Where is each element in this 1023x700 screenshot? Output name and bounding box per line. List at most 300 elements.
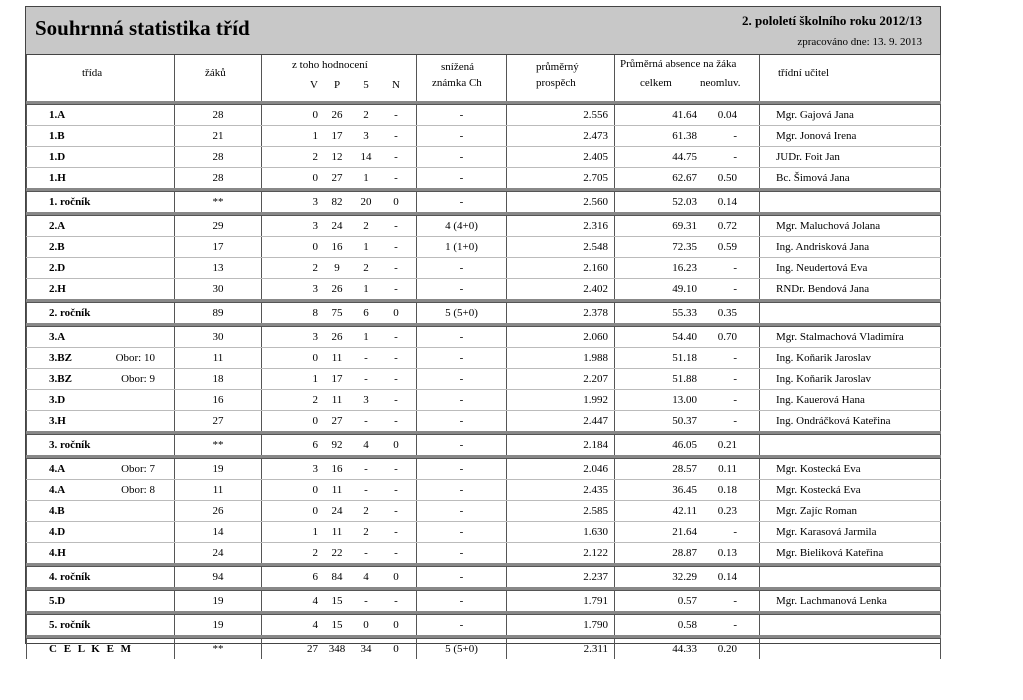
cell-class — [27, 480, 175, 501]
absence-total-value: 49.10 — [672, 283, 697, 295]
cell-teacher — [760, 327, 941, 348]
header-teacher-label: třídní učitel — [778, 67, 830, 79]
table-row — [27, 126, 941, 147]
grade-values — [262, 262, 416, 274]
cell-avg — [507, 279, 615, 301]
grade-v-value: 3 — [312, 463, 318, 475]
reduced-value: - — [459, 526, 464, 538]
cell-absence — [615, 237, 760, 258]
cell-class — [27, 258, 175, 279]
cell-absence — [615, 411, 760, 433]
grade-p-value: 17 — [331, 373, 343, 385]
cell-students — [175, 543, 262, 565]
grade-5-value: 1 — [363, 331, 369, 343]
grade-5-value: 1 — [363, 241, 369, 253]
cell-teacher — [760, 348, 941, 369]
students-value: ** — [212, 439, 224, 451]
grade-p-value: 24 — [331, 220, 343, 232]
cell-grades — [262, 216, 417, 237]
class-name: 4. ročník — [49, 571, 91, 583]
teacher-name: Ing. Koňarik Jaroslav — [776, 373, 872, 385]
teacher-name: Mgr. Karasová Jarmila — [776, 526, 877, 538]
reduced-value: - — [459, 331, 464, 343]
cell-absence — [615, 192, 760, 214]
grade-v-value: 3 — [312, 196, 318, 208]
grade-values — [262, 352, 416, 364]
class-name: 1.B — [49, 130, 65, 142]
header-reduced-1: snížená — [441, 61, 474, 73]
grade-v-value: 0 — [312, 484, 318, 496]
grade-values — [262, 484, 416, 496]
grade-values — [262, 307, 416, 319]
cell-teacher — [760, 258, 941, 279]
absence-unexcused-value: - — [733, 394, 737, 406]
class-name: 3.A — [49, 331, 66, 343]
students-value: 89 — [212, 307, 224, 319]
cell-grades — [262, 279, 417, 301]
grade-values — [262, 241, 416, 253]
cell-absence — [615, 168, 760, 190]
absence-total-value: 72.35 — [672, 241, 697, 253]
cell-students — [175, 216, 262, 237]
cell-students — [175, 327, 262, 348]
table-row — [27, 501, 941, 522]
students-value: 19 — [212, 595, 224, 607]
reduced-value: - — [459, 595, 464, 607]
reduced-value: - — [459, 415, 464, 427]
students-value: 19 — [212, 619, 224, 631]
cell-teacher — [760, 411, 941, 433]
cell-absence — [615, 522, 760, 543]
absence-total-value: 62.67 — [672, 172, 697, 184]
reduced-value: 5 (5+0) — [445, 643, 478, 655]
avg-value: 1.988 — [583, 352, 608, 364]
header-students — [175, 55, 262, 103]
grade-5-value: 1 — [363, 172, 369, 184]
absence-unexcused-value: - — [733, 130, 737, 142]
grade-values — [262, 595, 416, 607]
processed-date: zpracováno dne: 13. 9. 2013 — [797, 36, 922, 48]
cell-grades — [262, 543, 417, 565]
cell-avg — [507, 567, 615, 589]
cell-class — [27, 522, 175, 543]
cell-avg — [507, 105, 615, 126]
avg-value: 2.160 — [583, 262, 608, 274]
table-row — [27, 348, 941, 369]
teacher-name: Ing. Ondráčková Kateřina — [776, 415, 891, 427]
cell-class — [27, 105, 175, 126]
grade-values — [262, 130, 416, 142]
grade-values — [262, 415, 416, 427]
cell-teacher — [760, 147, 941, 168]
grade-p-value: 11 — [331, 352, 343, 364]
cell-avg — [507, 216, 615, 237]
students-value: 17 — [212, 241, 224, 253]
reduced-value: - — [459, 484, 464, 496]
grade-values — [262, 619, 416, 631]
avg-value: 2.237 — [583, 571, 608, 583]
teacher-name: Mgr. Kostecká Eva — [776, 484, 861, 496]
teacher-name: Bc. Šimová Jana — [776, 172, 850, 184]
avg-value: 2.046 — [583, 463, 608, 475]
grade-v-value: 2 — [312, 262, 318, 274]
cell-reduced — [417, 522, 507, 543]
grade-n-value: - — [394, 463, 398, 475]
absence-unexcused-value: 0.04 — [717, 109, 737, 121]
grade-values — [262, 109, 416, 121]
class-name: 4.H — [49, 547, 66, 559]
grade-values — [262, 373, 416, 385]
teacher-name: Mgr. Stalmachová Vladimíra — [776, 331, 904, 343]
header-avg-1: průměrný — [536, 61, 579, 73]
cell-avg — [507, 639, 615, 660]
cell-avg — [507, 435, 615, 457]
cell-grades — [262, 615, 417, 637]
students-value: 30 — [212, 331, 224, 343]
table-row — [27, 327, 941, 348]
cell-avg — [507, 411, 615, 433]
grade-5-value: 2 — [363, 262, 369, 274]
avg-value: 2.122 — [583, 547, 608, 559]
table-row — [27, 480, 941, 501]
cell-teacher — [760, 639, 941, 660]
cell-class — [27, 348, 175, 369]
grade-v-value: 4 — [312, 595, 318, 607]
absence-total-value: 28.57 — [672, 463, 697, 475]
cell-reduced — [417, 459, 507, 480]
avg-value: 2.060 — [583, 331, 608, 343]
cell-avg — [507, 591, 615, 613]
grade-5-value: 2 — [363, 505, 369, 517]
absence-unexcused-value: - — [733, 151, 737, 163]
grade-n-value: - — [394, 220, 398, 232]
cell-avg — [507, 480, 615, 501]
class-name: 4.A — [49, 463, 66, 475]
cell-class — [27, 435, 175, 457]
class-name: 4.D — [49, 526, 66, 538]
avg-value: 2.585 — [583, 505, 608, 517]
cell-avg — [507, 237, 615, 258]
grade-n-value: - — [394, 394, 398, 406]
class-name: 3. ročník — [49, 439, 91, 451]
cell-avg — [507, 327, 615, 348]
teacher-name: Mgr. Jonová Irena — [776, 130, 857, 142]
avg-value: 2.402 — [583, 283, 608, 295]
grade-n-value: - — [394, 505, 398, 517]
avg-value: 2.447 — [583, 415, 608, 427]
cell-students — [175, 591, 262, 613]
cell-reduced — [417, 126, 507, 147]
summary-row — [27, 435, 941, 457]
grade-v-value: 2 — [312, 151, 318, 163]
table-row — [27, 279, 941, 301]
cell-teacher — [760, 567, 941, 589]
reduced-value: - — [459, 283, 464, 295]
grade-values — [262, 220, 416, 232]
grade-values — [262, 571, 416, 583]
grade-values — [262, 283, 416, 295]
avg-value: 1.630 — [583, 526, 608, 538]
header-absence-group: Průměrná absence na žáka — [620, 58, 737, 70]
summary-row — [27, 615, 941, 637]
cell-reduced — [417, 327, 507, 348]
avg-value: 2.435 — [583, 484, 608, 496]
table-row — [27, 459, 941, 480]
students-value: 26 — [212, 505, 224, 517]
cell-reduced — [417, 390, 507, 411]
cell-teacher — [760, 459, 941, 480]
grade-p-value: 12 — [331, 151, 343, 163]
students-value: 11 — [212, 484, 224, 496]
header-absence-unexcused: neomluv. — [700, 77, 741, 89]
header-students-label: žáků — [205, 67, 226, 79]
cell-teacher — [760, 192, 941, 214]
cell-absence — [615, 369, 760, 390]
cell-grades — [262, 105, 417, 126]
absence-total-value: 13.00 — [672, 394, 697, 406]
grade-5-value: - — [364, 352, 368, 364]
absence-unexcused-value: - — [733, 595, 737, 607]
absence-unexcused-value: 0.14 — [717, 571, 737, 583]
absence-unexcused-value: - — [733, 373, 737, 385]
class-name: 2.H — [49, 283, 66, 295]
teacher-name: JUDr. Foit Jan — [776, 151, 840, 163]
cell-teacher — [760, 168, 941, 190]
cell-absence — [615, 480, 760, 501]
cell-avg — [507, 522, 615, 543]
grade-5-value: - — [364, 547, 368, 559]
header-absence — [615, 55, 760, 103]
avg-value: 2.560 — [583, 196, 608, 208]
cell-avg — [507, 147, 615, 168]
absence-total-value: 36.45 — [672, 484, 697, 496]
grade-n-value: - — [394, 415, 398, 427]
cell-reduced — [417, 615, 507, 637]
grade-5-value: 2 — [363, 526, 369, 538]
header-grade-n: N — [392, 79, 400, 91]
cell-absence — [615, 147, 760, 168]
avg-value: 2.378 — [583, 307, 608, 319]
cell-absence — [615, 567, 760, 589]
grade-5-value: - — [364, 484, 368, 496]
reduced-value: - — [459, 547, 464, 559]
header-grade-v: V — [310, 79, 318, 91]
grade-p-value: 84 — [331, 571, 343, 583]
obor-label: Obor: 8 — [121, 484, 155, 496]
grade-values — [262, 172, 416, 184]
absence-total-value: 44.75 — [672, 151, 697, 163]
cell-students — [175, 390, 262, 411]
reduced-value: - — [459, 151, 464, 163]
obor-label: Obor: 7 — [121, 463, 155, 475]
table-row — [27, 522, 941, 543]
students-value: 11 — [212, 352, 224, 364]
absence-unexcused-value: 0.35 — [717, 307, 737, 319]
grade-5-value: - — [364, 415, 368, 427]
cell-teacher — [760, 126, 941, 147]
cell-reduced — [417, 435, 507, 457]
cell-students — [175, 480, 262, 501]
cell-reduced — [417, 480, 507, 501]
absence-total-value: 0.58 — [677, 619, 697, 631]
table-row — [27, 237, 941, 258]
absence-unexcused-value: 0.50 — [717, 172, 737, 184]
class-name: 5. ročník — [49, 619, 91, 631]
grade-v-value: 27 — [307, 643, 318, 655]
cell-teacher — [760, 480, 941, 501]
class-name: 1.A — [49, 109, 66, 121]
absence-unexcused-value: - — [733, 283, 737, 295]
cell-avg — [507, 168, 615, 190]
students-value: 27 — [212, 415, 224, 427]
absence-total-value: 51.18 — [672, 352, 697, 364]
cell-reduced — [417, 348, 507, 369]
grade-p-value: 26 — [331, 283, 343, 295]
header-grade-5: 5 — [363, 79, 369, 91]
summary-row — [27, 303, 941, 325]
cell-students — [175, 126, 262, 147]
table-row — [27, 105, 941, 126]
cell-class — [27, 543, 175, 565]
absence-total-value: 51.88 — [672, 373, 697, 385]
grade-p-value: 15 — [331, 619, 343, 631]
cell-teacher — [760, 105, 941, 126]
cell-class — [27, 303, 175, 325]
grade-p-value: 16 — [331, 241, 343, 253]
cell-absence — [615, 435, 760, 457]
cell-avg — [507, 258, 615, 279]
cell-reduced — [417, 591, 507, 613]
students-value: ** — [212, 196, 224, 208]
avg-value: 2.311 — [583, 643, 608, 655]
grade-n-value: - — [394, 109, 398, 121]
cell-reduced — [417, 258, 507, 279]
cell-teacher — [760, 390, 941, 411]
header-grades — [262, 55, 417, 103]
cell-grades — [262, 390, 417, 411]
grade-v-value: 0 — [312, 352, 318, 364]
cell-class — [27, 192, 175, 214]
students-value: 13 — [212, 262, 224, 274]
grade-v-value: 2 — [312, 394, 318, 406]
grade-values — [262, 439, 416, 451]
grade-n-value: - — [394, 262, 398, 274]
grade-n-value: 0 — [393, 196, 399, 208]
grade-n-value: - — [394, 352, 398, 364]
teacher-name: Mgr. Kostecká Eva — [776, 463, 861, 475]
cell-teacher — [760, 303, 941, 325]
cell-absence — [615, 279, 760, 301]
class-name: 4.B — [49, 505, 65, 517]
cell-teacher — [760, 522, 941, 543]
reduced-value: - — [459, 505, 464, 517]
teacher-name: Ing. Neudertová Eva — [776, 262, 868, 274]
avg-value: 2.473 — [583, 130, 608, 142]
table-row — [27, 147, 941, 168]
cell-grades — [262, 567, 417, 589]
grade-5-value: - — [364, 373, 368, 385]
absence-total-value: 28.87 — [672, 547, 697, 559]
grade-5-value: 3 — [363, 394, 369, 406]
teacher-name: Mgr. Gajová Jana — [776, 109, 854, 121]
absence-total-value: 32.29 — [672, 571, 697, 583]
cell-students — [175, 168, 262, 190]
students-value: 28 — [212, 172, 224, 184]
grade-v-value: 0 — [312, 109, 318, 121]
header-avg — [507, 55, 615, 103]
cell-avg — [507, 459, 615, 480]
reduced-value: - — [459, 373, 464, 385]
cell-teacher — [760, 435, 941, 457]
teacher-name: RNDr. Bendová Jana — [776, 283, 870, 295]
cell-absence — [615, 639, 760, 660]
grade-values — [262, 463, 416, 475]
cell-class — [27, 639, 175, 660]
grade-v-value: 0 — [312, 172, 318, 184]
cell-avg — [507, 126, 615, 147]
class-name: 3.BZ — [49, 373, 72, 385]
table-row — [27, 390, 941, 411]
grade-v-value: 0 — [312, 415, 318, 427]
class-name: 1.H — [49, 172, 66, 184]
grade-v-value: 4 — [312, 619, 318, 631]
grade-v-value: 3 — [312, 220, 318, 232]
absence-unexcused-value: - — [733, 262, 737, 274]
grade-n-value: 0 — [393, 619, 399, 631]
cell-grades — [262, 348, 417, 369]
class-name: 1. ročník — [49, 196, 91, 208]
report-header — [26, 7, 940, 55]
cell-students — [175, 279, 262, 301]
cell-grades — [262, 639, 417, 660]
table-row — [27, 369, 941, 390]
absence-unexcused-value: - — [733, 619, 737, 631]
grade-5-value: 0 — [363, 619, 369, 631]
cell-reduced — [417, 303, 507, 325]
cell-grades — [262, 327, 417, 348]
cell-grades — [262, 147, 417, 168]
summary-row — [27, 192, 941, 214]
grade-n-value: - — [394, 172, 398, 184]
header-absence-total: celkem — [640, 77, 672, 89]
cell-absence — [615, 303, 760, 325]
grade-p-value: 27 — [331, 172, 343, 184]
header-reduced-2: známka Ch — [432, 77, 482, 89]
grade-values — [262, 196, 416, 208]
students-value: 94 — [212, 571, 224, 583]
header-avg-2: prospěch — [536, 77, 576, 89]
absence-total-value: 44.33 — [672, 643, 697, 655]
cell-grades — [262, 258, 417, 279]
grade-p-value: 26 — [331, 109, 343, 121]
cell-avg — [507, 303, 615, 325]
cell-teacher — [760, 591, 941, 613]
grade-p-value: 11 — [331, 526, 343, 538]
absence-total-value: 55.33 — [672, 307, 697, 319]
cell-students — [175, 258, 262, 279]
reduced-value: 1 (1+0) — [445, 241, 478, 253]
cell-class — [27, 279, 175, 301]
cell-students — [175, 639, 262, 660]
cell-grades — [262, 411, 417, 433]
grade-v-value: 1 — [312, 373, 318, 385]
header-grades-group: z toho hodnocení — [292, 59, 368, 71]
cell-students — [175, 105, 262, 126]
grade-5-value: - — [364, 595, 368, 607]
grade-values — [262, 505, 416, 517]
grade-p-value: 9 — [334, 262, 340, 274]
class-name: 2.D — [49, 262, 66, 274]
